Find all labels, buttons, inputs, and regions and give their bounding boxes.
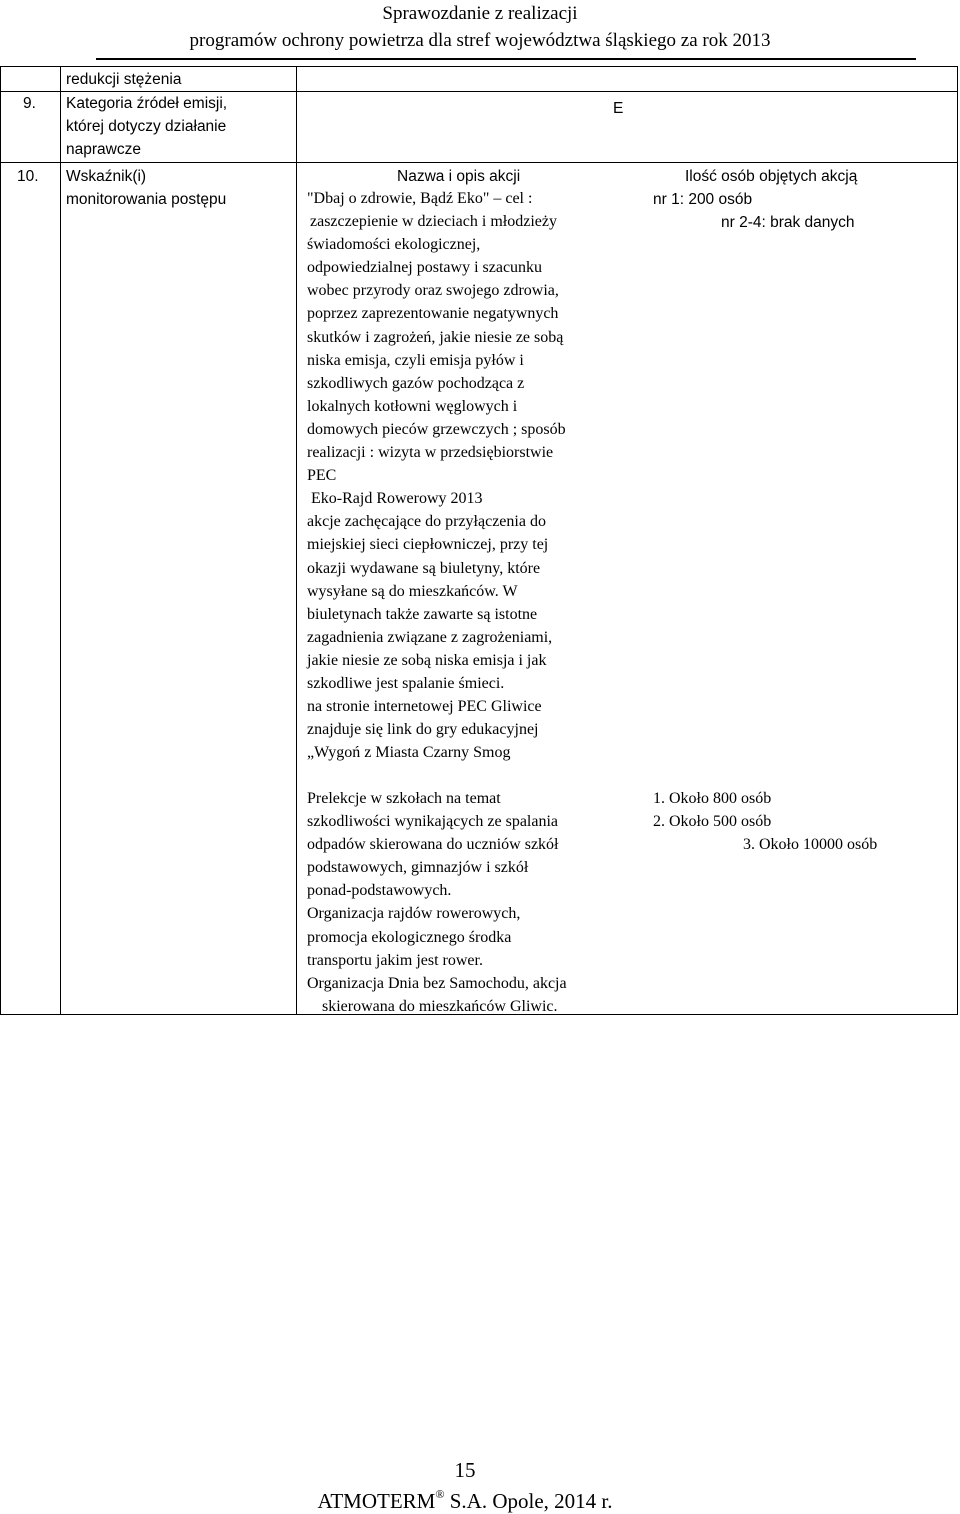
action-line: szkodliwe jest spalanie śmieci. (307, 674, 505, 692)
company-location-year: S.A. Opole, 2014 r. (449, 1489, 613, 1513)
action-line: poprzez zaprezentowanie negatywnych (307, 305, 559, 323)
row10-number: 10. (17, 168, 39, 185)
action-line: znajduje się link do gry edukacyjnej (307, 721, 539, 739)
action-line: odpadów skierowana do uczniów szkół (307, 836, 559, 854)
action-line: realizacji : wizyta w przedsiębiorstwie (307, 444, 554, 462)
action-line: odpowiedzialnej postawy i szacunku (307, 259, 543, 277)
action-line: szkodliwych gazów pochodząca z (307, 374, 525, 392)
action-line: skierowana do mieszkańców Gliwic. (322, 997, 558, 1015)
row9-emission-category: E (613, 100, 624, 117)
action-line: domowych pieców grzewczych ; sposób (307, 420, 566, 438)
action-line: Prelekcje w szkołach na temat (307, 790, 501, 807)
action-description-1 (307, 187, 647, 764)
row10-label (66, 165, 226, 211)
row-divider-top (60, 66, 958, 67)
action-line: biuletynach także zawarte są istotne (307, 605, 538, 623)
action-line: jakie niesie ze sobą niska emisja i jak (307, 651, 547, 669)
document-header-title: Sprawozdanie z realizacji (382, 3, 578, 24)
row9-label-line: naprawcze (66, 141, 141, 158)
page-number: 15 (454, 1458, 476, 1482)
action-line: szkodliwości wynikających ze spalania (307, 813, 559, 831)
action-line: zaszczepienie w dzieciach i młodzieży (310, 213, 557, 231)
action-line: podstawowych, gimnazjów i szkół (307, 859, 529, 877)
action-line: wobec przyrody oraz swojego zdrowia, (307, 282, 559, 300)
count-line: 2. Około 500 osób (653, 813, 772, 831)
row9-label-line: której dotyczy działanie (66, 118, 227, 135)
action-line: ponad-podstawowych. (307, 882, 452, 900)
count-line: 3. Około 10000 osób (743, 836, 878, 854)
company-name: ATMOTERM (317, 1489, 436, 1513)
action-line: Organizacja rajdów rowerowych, (307, 905, 521, 923)
count-line: 1. Około 800 osób (653, 790, 772, 807)
registered-mark: ® (435, 1487, 445, 1501)
action-line: okazji wydawane są biuletyny, które (307, 559, 541, 577)
column-divider-number (60, 67, 61, 1014)
row10-label-line: Wskaźnik(i) (66, 168, 147, 185)
action-line: Eko-Rajd Rowerowy 2013 (307, 490, 483, 508)
action-line: skutków i zagrożeń, jakie niesie ze sobą (307, 328, 564, 346)
action-line: świadomości ekologicznej, (307, 236, 481, 254)
header-rule (96, 58, 916, 60)
action-line: PEC (307, 467, 337, 485)
column-divider-label (296, 67, 297, 1014)
action-line: akcje zachęcające do przyłączenia do (307, 513, 546, 531)
document-header-subtitle: programów ochrony powietrza dla stref województwa śląskiego za rok 2013 (189, 30, 771, 51)
row-divider-9-10 (1, 162, 958, 163)
row10-label-line: monitorowania postępu (66, 191, 227, 208)
column-header-action: Nazwa i opis akcji (397, 168, 521, 185)
participant-count-2 (653, 787, 877, 856)
action-line: „Wygoń z Miasta Czarny Smog (307, 744, 511, 762)
column-header-count: Ilość osób objętych akcją (685, 168, 858, 185)
participant-count-1a: nr 1: 200 osób (653, 191, 753, 208)
action-line: zagadnienia związane z zagrożeniami, (307, 628, 553, 646)
row9-label-line: Kategoria źródeł emisji, (66, 95, 228, 112)
row9-number: 9. (23, 95, 36, 112)
action-line: miejskiej sieci ciepłowniczej, przy tej (307, 536, 549, 554)
action-line: promocja ekologicznego środka (307, 928, 512, 946)
action-line: transportu jakim jest rower. (307, 951, 483, 969)
row8-label-tail: redukcji stężenia (66, 71, 182, 88)
action-line: "Dbaj o zdrowie, Bądź Eko" – cel : (307, 190, 533, 207)
footer-company (0, 1487, 930, 1514)
action-line: na stronie internetowej PEC Gliwice (307, 698, 542, 716)
action-line: wysyłane są do mieszkańców. W (307, 582, 518, 600)
row9-label (66, 92, 227, 161)
action-line: Organizacja Dnia bez Samochodu, akcja (307, 974, 567, 992)
action-line: niska emisja, czyli emisja pyłów i (307, 351, 524, 369)
action-description-2 (307, 787, 647, 1018)
participant-count-1b: nr 2-4: brak danych (721, 214, 855, 231)
action-line: lokalnych kotłowni węglowych i (307, 397, 518, 415)
action-table (0, 66, 958, 1015)
